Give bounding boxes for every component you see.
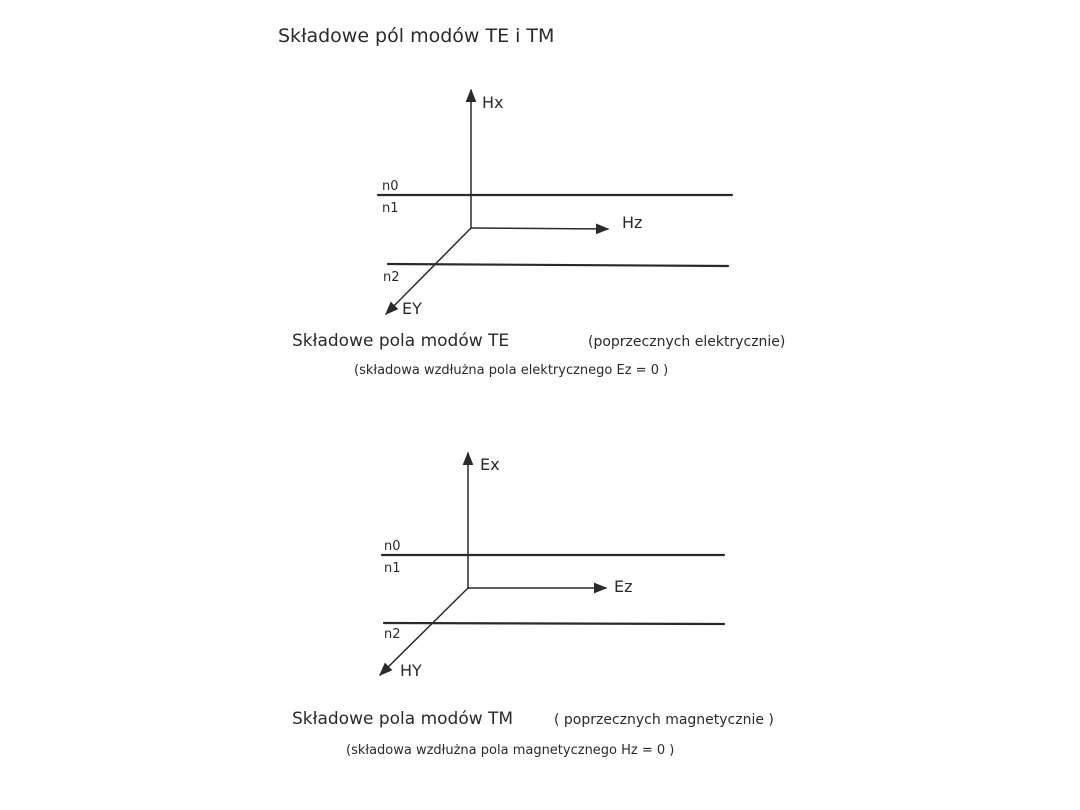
te-axis-up-label: Hx — [482, 93, 504, 112]
tm-mode-diagram — [292, 453, 774, 758]
te-axis-right-arrow — [471, 228, 608, 229]
te-caption-qualifier: (poprzecznych elektrycznie) — [588, 334, 786, 350]
te-axis-right-label: Hz — [622, 213, 643, 232]
tm-layer-label-n0: n0 — [384, 539, 401, 554]
tm-caption-condition: (składowa wzdłużna pola magnetycznego Hz = 0 ) — [346, 743, 675, 758]
tm-caption-main: Składowe pola modów TM — [292, 709, 514, 729]
tm-layer-label-n1: n1 — [384, 561, 401, 576]
te-mode-diagram — [292, 90, 785, 378]
te-layer-label-n1: n1 — [382, 201, 399, 216]
tm-layer-label-n2: n2 — [384, 627, 401, 642]
tm-caption-qualifier: ( poprzecznych magnetycznie ) — [554, 712, 774, 728]
page-title: Składowe pól modów TE i TM — [278, 25, 555, 47]
tm-axis-right-label: Ez — [614, 577, 633, 596]
te-layer-label-n0: n0 — [382, 179, 399, 194]
te-layer-label-n2: n2 — [383, 270, 400, 285]
te-caption-condition: (składowa wzdłużna pola elektrycznego Ez = 0 ) — [354, 363, 669, 378]
tm-axis-diag-label: HY — [400, 661, 422, 680]
tm-layer-boundary-bottom — [384, 623, 724, 624]
te-axis-diag-label: EY — [402, 299, 422, 318]
te-caption-main: Składowe pola modów TE — [292, 331, 510, 351]
te-layer-boundary-bottom — [388, 264, 728, 266]
tm-axis-up-label: Ex — [480, 455, 500, 474]
